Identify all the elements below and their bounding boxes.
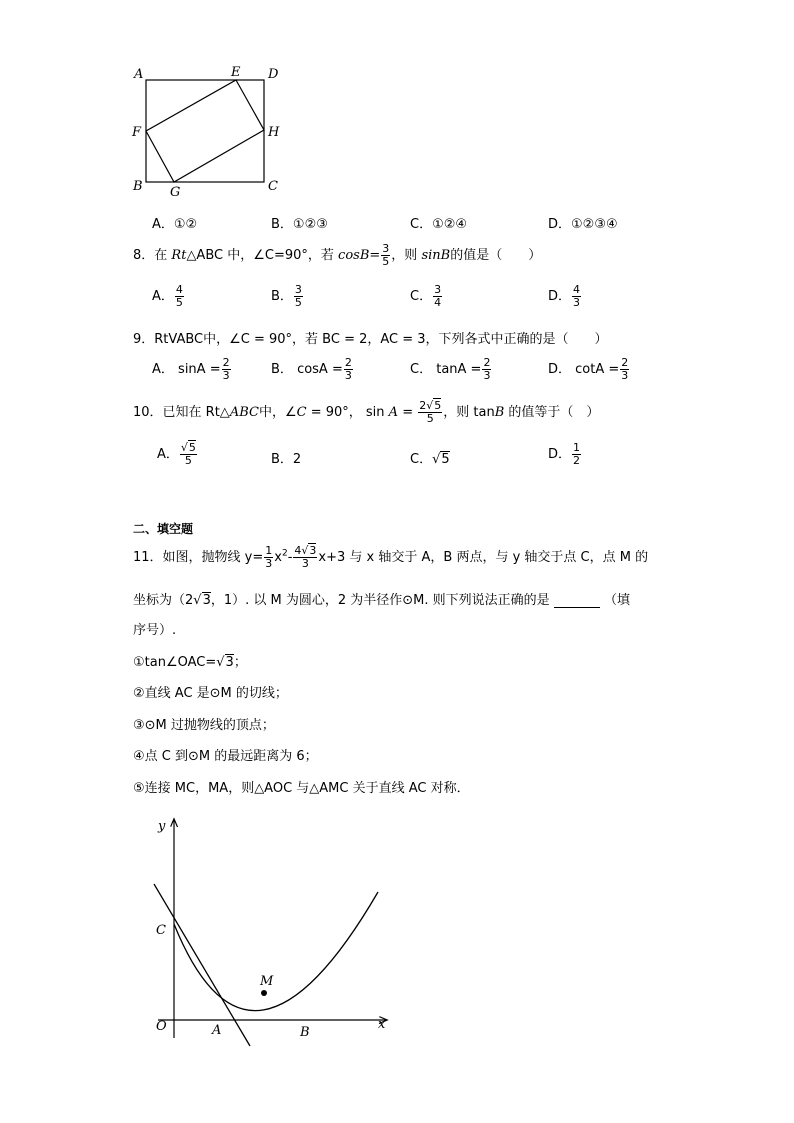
label-C: C <box>268 179 278 194</box>
q8-option-b: B． $\frac{3}{5}$ <box>271 283 302 309</box>
label-B: B <box>300 1025 310 1040</box>
label-B: B <box>133 179 143 194</box>
label-D: D <box>268 67 279 82</box>
label-O: O <box>156 1019 167 1034</box>
answer-blank[interactable] <box>554 595 600 608</box>
label-A: A <box>212 1023 222 1038</box>
question-11-line-3: 序号）. <box>133 623 177 638</box>
parabola-curve <box>174 892 378 1011</box>
q7-option-c: C．①②④ <box>410 217 468 232</box>
statement-3: ③⊙M 过抛物线的顶点； <box>133 718 275 733</box>
inner-rectangle-efgh <box>146 80 264 182</box>
label-x: x <box>378 1017 386 1032</box>
question-10: 10．已知在 Rt△ABC中，∠C = 90°， sin A = $\frac{2√5}{5}$ ，则 tanB 的值等于（ ） <box>133 399 600 425</box>
square-abcd <box>146 80 264 182</box>
label-F: F <box>132 125 142 140</box>
q10-option-d: D． $\frac{1}{2}$ <box>548 441 581 467</box>
label-C: C <box>156 923 166 938</box>
parabola-figure <box>140 812 400 1052</box>
question-9: 9．RtVABC中，∠C = 90°，若 BC = 2，AC = 3，下列各式中正确的是（ ） <box>133 332 608 347</box>
line-ac <box>154 884 250 1046</box>
q9-option-d: D． cotA = $\frac{2}{3}$ <box>548 356 629 382</box>
q10-option-a: A． $\frac{√5}{5}$ <box>157 441 196 467</box>
point-m <box>261 990 267 996</box>
label-A: A <box>134 67 144 82</box>
q10-option-b: B．2 <box>271 452 302 467</box>
q9-option-c: C． tanA = $\frac{2}{3}$ <box>410 356 491 382</box>
label-H: H <box>268 125 280 140</box>
q9-option-b: B． cosA = $\frac{2}{3}$ <box>271 356 352 382</box>
q9-option-a: A． sinA = $\frac{2}{3}$ <box>152 356 230 382</box>
question-11-line-1: 11．如图，抛物线 y= $\frac{1}{3}$ $x^2-$ $\frac{4√3}{3}$ x+3 与 x 轴交于 A，B 两点，与 y 轴交于点 C，点 M 的 <box>133 544 649 570</box>
q7-option-d: D．①②③④ <box>548 217 618 232</box>
q7-option-a: A．①② <box>152 217 198 232</box>
label-M: M <box>260 974 274 989</box>
statement-1: ①tan∠OAC=√3； <box>133 655 247 670</box>
q8-option-c: C． $\frac{3}{4}$ <box>410 283 442 309</box>
q8-option-d: D． $\frac{4}{3}$ <box>548 283 581 309</box>
section-2-title: 二、填空题 <box>133 522 194 536</box>
statement-2: ②直线 AC 是⊙M 的切线； <box>133 686 288 701</box>
statement-5: ⑤连接 MC，MA，则△AOC 与△AMC 关于直线 AC 对称． <box>133 781 470 796</box>
question-11-line-2: 坐标为（2√3，1）. 以 M 为圆心，2 为半径作⊙M. 则下列说法正确的是 （填 <box>133 593 630 608</box>
label-G: G <box>170 185 181 200</box>
rectangle-figure <box>128 62 288 202</box>
label-E: E <box>231 65 241 80</box>
q8-option-a: A． $\frac{4}{5}$ <box>152 283 183 309</box>
question-8: 8．在 Rt△ABC 中，∠C=90°，若 cosB= $\frac{3}{5}$ ，则 sinB的值是（ ） <box>133 242 542 268</box>
label-y: y <box>158 819 166 834</box>
statement-4: ④点 C 到⊙M 的最远距离为 6； <box>133 749 318 764</box>
q7-option-b: B．①②③ <box>271 217 328 232</box>
q10-option-c: C．√5 <box>410 452 450 467</box>
